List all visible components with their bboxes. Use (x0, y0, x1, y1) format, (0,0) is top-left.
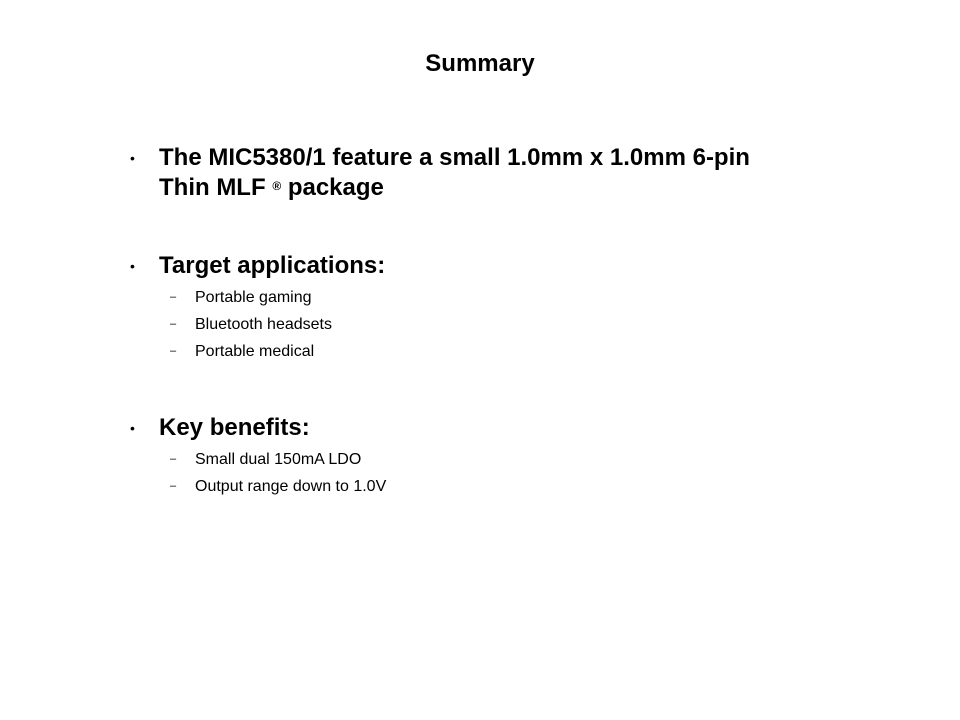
bullet-icon: • (130, 258, 135, 274)
sub-list (166, 446, 850, 500)
bullet-icon: • (130, 150, 135, 166)
sub-item-text: Portable medical (195, 343, 315, 360)
dash-icon: – (170, 291, 177, 303)
sub-item (166, 311, 850, 338)
dash-icon: – (170, 345, 177, 357)
dash-icon: – (170, 480, 177, 492)
dash-icon: – (170, 318, 177, 330)
bullet-package (130, 143, 850, 203)
registered-mark: ® (272, 179, 282, 193)
sub-item (166, 284, 850, 311)
bullet-text (159, 143, 850, 203)
sub-item (166, 338, 850, 365)
bullet-line: The MIC5380/1 feature a small 1.0mm x 1.0mm 6-pin (159, 144, 750, 171)
bullet-target-applications (130, 251, 850, 365)
bullet-list (130, 143, 850, 500)
sub-item-text: Bluetooth headsets (195, 316, 332, 333)
sub-list (166, 284, 850, 365)
sub-item (166, 473, 850, 500)
bullet-text: Target applications: (159, 252, 386, 279)
bullet-text: Key benefits: (159, 414, 310, 441)
bullet-key-benefits (130, 413, 850, 500)
bullet-line-start: Thin MLF (159, 174, 266, 201)
sub-item (166, 446, 850, 473)
dash-icon: – (170, 453, 177, 465)
slide-title: Summary (425, 50, 535, 77)
sub-item-text: Small dual 150mA LDO (195, 451, 362, 468)
bullet-icon: • (130, 420, 135, 436)
sub-item-text: Portable gaming (195, 289, 312, 306)
bullet-line-end: package (281, 174, 384, 201)
bullet-line (159, 173, 850, 203)
sub-item-text: Output range down to 1.0V (195, 478, 387, 495)
